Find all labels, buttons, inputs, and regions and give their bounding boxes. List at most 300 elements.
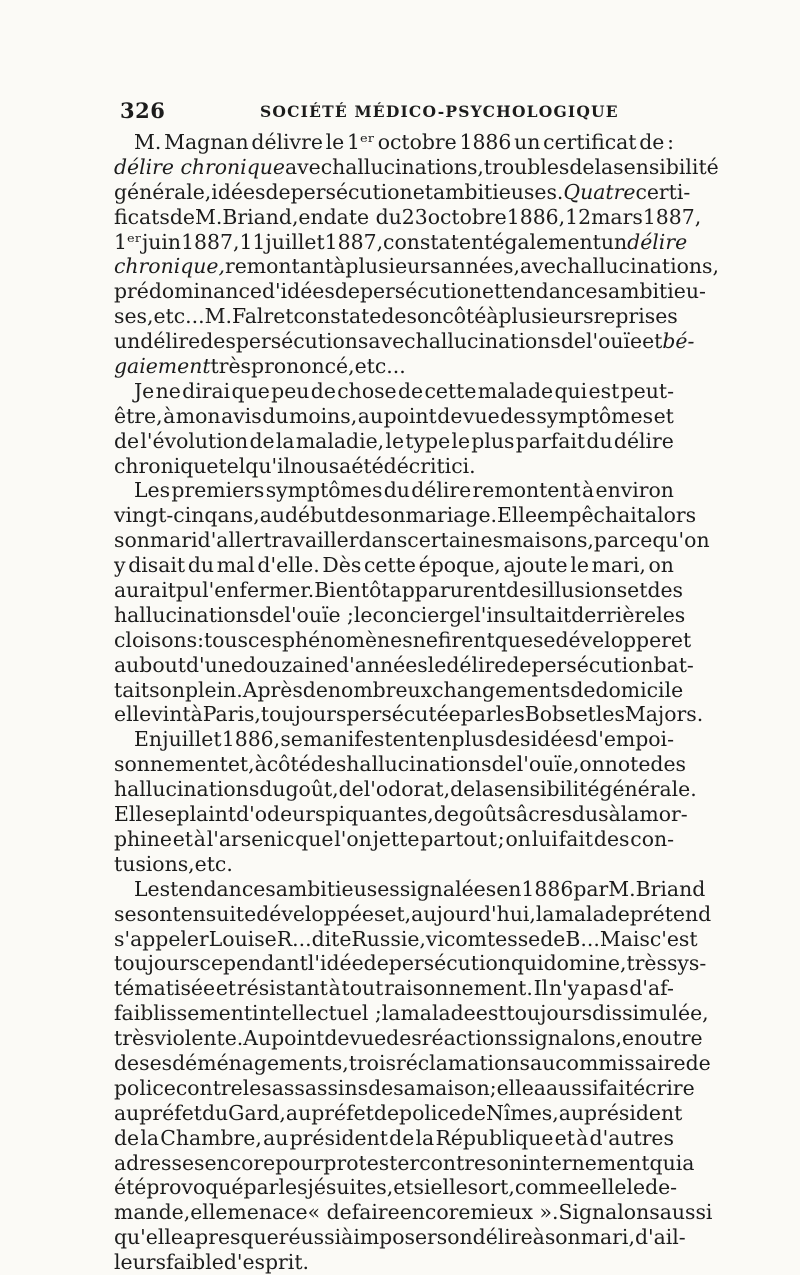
word: être, — [114, 403, 163, 428]
word: du — [383, 478, 410, 503]
word: côté — [442, 304, 487, 329]
word: mande, — [114, 1200, 191, 1225]
word: 1887, — [324, 229, 384, 254]
word: constate — [293, 304, 382, 329]
word: l'on — [334, 826, 372, 851]
word: déménagements, — [172, 1050, 349, 1075]
word: qui — [649, 1150, 683, 1175]
word: M. — [608, 876, 636, 901]
word: Louise — [208, 926, 277, 951]
word: cependant — [199, 951, 308, 976]
word: de — [302, 677, 328, 702]
word: plein. — [184, 677, 243, 702]
text-line — [114, 154, 719, 180]
word: octobre — [427, 204, 507, 229]
word: vue — [462, 403, 500, 428]
word: délire chronique — [114, 154, 285, 179]
word: environ — [595, 478, 674, 503]
word: tématisée — [114, 976, 216, 1001]
word: ajoute — [503, 553, 568, 578]
word: plus — [451, 727, 495, 752]
word: mars — [591, 204, 643, 229]
word: été — [351, 453, 384, 478]
word: de — [368, 1075, 394, 1100]
word: qu'on — [652, 528, 710, 553]
word: outre — [647, 1026, 703, 1051]
word: d'autres — [589, 1125, 674, 1150]
word: sys- — [666, 951, 707, 976]
word: internement — [521, 1150, 650, 1175]
word: on — [648, 553, 674, 578]
word: écrire — [633, 1075, 695, 1100]
text-line — [114, 304, 678, 329]
word: son — [544, 1225, 581, 1250]
word: violente. — [154, 1026, 244, 1051]
word: en — [298, 204, 324, 229]
text-line — [114, 1126, 674, 1151]
word: les — [278, 1175, 308, 1200]
word: un — [114, 329, 141, 354]
word: dus — [571, 802, 609, 827]
word: de — [114, 428, 140, 453]
word: En — [134, 727, 163, 752]
text-line — [114, 1250, 674, 1275]
word: domine, — [543, 951, 627, 976]
word: 1886 — [459, 130, 512, 154]
text-line — [114, 254, 719, 279]
word: Russie, — [351, 926, 426, 951]
word: jésuites, — [307, 1175, 394, 1200]
word: persécutée — [346, 702, 461, 727]
word: est — [475, 1001, 507, 1026]
word: dite — [311, 926, 352, 951]
text-line — [114, 578, 684, 603]
word: qui — [554, 378, 588, 403]
word: on — [579, 752, 605, 777]
text-line — [114, 1175, 678, 1200]
word: octobre — [377, 130, 457, 154]
text-line — [114, 329, 695, 354]
word: l'évolution — [140, 428, 249, 453]
word: Il — [533, 976, 549, 1001]
word: elle — [589, 1175, 627, 1200]
word: d'empoi- — [585, 727, 674, 752]
word: le — [451, 428, 471, 453]
word: certi- — [635, 179, 691, 204]
word: la — [140, 1125, 160, 1150]
text-line — [114, 1200, 713, 1225]
word: Bobs — [524, 702, 576, 727]
word: la — [620, 802, 640, 827]
word: hallucinations — [114, 602, 260, 627]
word: à — [576, 1125, 589, 1150]
text-line — [114, 926, 698, 952]
word: vue — [349, 1026, 387, 1051]
word: maison — [415, 1075, 490, 1100]
word: con- — [630, 826, 674, 851]
word: que — [231, 378, 270, 403]
word: malade — [400, 1001, 476, 1026]
word: et — [172, 826, 193, 851]
word: pu — [175, 578, 203, 603]
word: « de — [307, 1200, 352, 1225]
word: ; — [497, 826, 505, 851]
word: Signalons — [558, 1200, 660, 1225]
word: dissimulée, — [592, 1001, 709, 1026]
word: à — [333, 254, 346, 279]
word: à — [328, 976, 341, 1001]
word: délire — [627, 229, 688, 254]
word: les — [495, 702, 525, 727]
word: le — [325, 130, 345, 154]
word: imposer — [353, 1225, 437, 1250]
word: peut- — [620, 378, 674, 403]
word: travailler — [263, 528, 359, 553]
word: Gard, — [228, 1100, 286, 1125]
word: de — [310, 378, 336, 403]
word: chronique, — [114, 254, 225, 279]
word: constatent — [383, 229, 493, 254]
page-header — [114, 98, 674, 128]
word: bé- — [662, 329, 695, 354]
word: à — [532, 1225, 545, 1250]
word: délire — [140, 329, 201, 354]
word: et — [575, 702, 596, 727]
word: toujours — [506, 1001, 593, 1026]
text-line — [114, 852, 674, 877]
word: assassins — [271, 1075, 369, 1100]
word: de — [506, 652, 532, 677]
word: symptômes — [265, 478, 383, 503]
word: le — [427, 652, 447, 677]
word: contre — [419, 1150, 487, 1175]
word: décrit — [383, 453, 445, 478]
word: se — [532, 627, 556, 652]
word: Les — [134, 478, 171, 503]
word: 23 — [401, 204, 428, 229]
word: intellectuel ; — [252, 1001, 382, 1026]
text-line — [114, 802, 688, 827]
word: : — [197, 627, 204, 652]
word: générale. — [599, 777, 697, 802]
word: goût, — [285, 777, 339, 802]
word: goûts — [458, 802, 517, 827]
word: un — [600, 229, 628, 254]
word: de — [437, 403, 463, 428]
word: préfet — [311, 1100, 374, 1125]
word: juillet — [162, 727, 222, 752]
text-line — [114, 702, 704, 727]
word: tous — [203, 627, 249, 652]
word: tendances — [502, 279, 608, 304]
word: l'ouïe ; — [284, 602, 354, 627]
word: du — [262, 403, 289, 428]
word: a — [682, 1150, 695, 1175]
word: d'elle. — [257, 553, 320, 578]
word: 12 — [565, 204, 592, 229]
word: délire — [446, 652, 507, 677]
word: la — [415, 1125, 435, 1150]
word: piquantes, — [325, 802, 434, 827]
word: n'y — [548, 976, 580, 1001]
word: commissaire — [555, 1050, 686, 1075]
word: bat- — [653, 652, 694, 677]
word: a — [339, 453, 352, 478]
word: Elle — [497, 503, 538, 528]
word: prédominance — [114, 279, 262, 304]
word: Elle — [114, 802, 154, 827]
word: premiers — [171, 478, 265, 503]
word: Magnan — [164, 130, 249, 154]
word: plaint — [176, 802, 237, 827]
word: d'une — [185, 652, 243, 677]
word: des — [386, 1026, 422, 1051]
word: développer — [555, 627, 671, 652]
text-line — [114, 553, 674, 578]
word: concierge — [372, 602, 475, 627]
word: son — [486, 1150, 522, 1175]
word: toujours — [114, 951, 200, 976]
word: hallucinations, — [332, 154, 484, 179]
word: à — [163, 403, 176, 428]
word: alors — [644, 503, 697, 528]
word: police — [114, 1075, 176, 1100]
word: dans — [358, 528, 408, 553]
word: la — [381, 1001, 401, 1026]
word: malade — [477, 378, 554, 403]
word: faible — [165, 1250, 224, 1275]
word: contre — [175, 1075, 243, 1100]
word: la — [475, 777, 494, 802]
word: avec — [368, 329, 416, 354]
word: elle — [114, 702, 152, 727]
word: son — [114, 528, 150, 553]
word: sensibilité — [613, 154, 719, 179]
word: signalées — [399, 876, 497, 901]
word: son — [369, 503, 406, 528]
word: réclamations — [395, 1050, 530, 1075]
word: d'ail- — [634, 1225, 686, 1250]
word: nombreux — [327, 677, 433, 702]
word: par — [460, 702, 496, 727]
word: protester — [323, 1150, 420, 1175]
text-line — [114, 1100, 683, 1126]
word: manifestent — [303, 727, 426, 752]
text-line — [114, 652, 694, 678]
text-line — [114, 379, 674, 404]
word: du — [201, 1100, 229, 1125]
word: d'aller — [197, 528, 264, 553]
word: moins, — [289, 403, 358, 428]
word: aussi — [545, 1075, 599, 1100]
word: qu'il — [245, 453, 291, 478]
word: des — [593, 826, 630, 851]
word: du — [259, 777, 286, 802]
text-line — [114, 478, 674, 503]
text-line — [114, 1050, 711, 1076]
text-line — [114, 752, 687, 777]
word: troubles — [483, 154, 570, 179]
word: délire — [472, 1225, 533, 1250]
text-line — [114, 404, 674, 429]
word: au — [529, 1050, 556, 1075]
word: a — [579, 976, 593, 1001]
word: maladie, — [295, 428, 385, 453]
word: au — [558, 1100, 585, 1125]
word: l'ouïe, — [516, 752, 580, 777]
running-head: SOCIÉTÉ MÉDICO-PSYCHOLOGIQUE — [260, 102, 619, 121]
word: début — [284, 503, 345, 528]
word: trois — [348, 1050, 396, 1075]
word: mari, — [580, 1225, 635, 1250]
word: côté — [266, 752, 311, 777]
word: persécution — [359, 279, 483, 304]
word: la — [275, 428, 295, 453]
word: préfet — [139, 1100, 202, 1125]
word: avis — [221, 403, 262, 428]
word: de — [363, 951, 389, 976]
text-line — [114, 354, 674, 379]
word: Chambre, — [160, 1125, 262, 1150]
text-line — [114, 179, 691, 205]
word: Au — [243, 1026, 272, 1051]
word: tait — [114, 677, 150, 702]
word: qui — [510, 951, 544, 976]
word: de — [570, 677, 596, 702]
word: provoqué — [146, 1175, 244, 1200]
word: encore — [399, 1200, 471, 1225]
word: cloisons — [114, 627, 198, 652]
word: type — [405, 428, 451, 453]
word: réactions — [421, 1026, 518, 1051]
word: etc... — [153, 304, 205, 329]
word: Falret — [232, 304, 294, 329]
word: persécution — [290, 179, 413, 204]
word: gaiement — [114, 354, 211, 379]
text-line — [114, 503, 697, 528]
word: ne — [155, 378, 181, 403]
word: les — [595, 702, 625, 727]
word: se — [154, 802, 177, 827]
text-line — [114, 1150, 695, 1176]
word: et — [653, 403, 674, 428]
word: se — [280, 727, 303, 752]
word: que — [494, 627, 533, 652]
word: un — [514, 130, 541, 154]
word: l'arsenic — [206, 826, 295, 851]
word: sa — [393, 1075, 416, 1100]
word: les — [656, 602, 686, 627]
word: police — [399, 1100, 461, 1125]
word: et, — [227, 752, 255, 777]
word: en — [496, 876, 522, 901]
word: son — [149, 677, 185, 702]
word: ne — [412, 627, 438, 652]
word: R... — [276, 926, 312, 951]
word: de — [114, 1050, 140, 1075]
word: a — [533, 1075, 546, 1100]
word: vingt-cinq — [114, 503, 218, 528]
word: de — [540, 926, 566, 951]
word: au — [357, 403, 384, 428]
word: apparurent — [389, 578, 507, 603]
word: Dès — [322, 553, 362, 578]
word: mari, — [591, 553, 646, 578]
word: Briand — [635, 876, 706, 901]
word: à — [190, 702, 203, 727]
word: Après — [242, 677, 303, 702]
word: mieux ». — [470, 1200, 559, 1225]
word: chronique — [114, 453, 219, 478]
word: tusions, — [114, 851, 195, 876]
word: M. — [134, 130, 162, 154]
word: juillet — [265, 229, 325, 254]
word: derrière — [571, 602, 657, 627]
word: et — [627, 578, 648, 603]
word: au — [263, 1125, 289, 1150]
word: ficats — [114, 204, 170, 229]
word: cette — [364, 553, 416, 578]
word: 1887, — [642, 204, 702, 229]
text-line — [114, 279, 706, 304]
word: on — [505, 826, 531, 851]
word: faiblissement — [114, 1001, 253, 1026]
text-line — [114, 602, 686, 628]
word: prononcé, — [251, 354, 355, 379]
word: ans — [217, 503, 254, 528]
word: lui — [531, 826, 558, 851]
word: à — [582, 478, 595, 503]
word: sort, — [467, 1175, 515, 1200]
word: de — [381, 304, 407, 329]
word: presque — [195, 1225, 279, 1250]
word: la — [594, 154, 614, 179]
word: hallucinations — [114, 777, 260, 802]
word: douzaine — [242, 652, 337, 677]
word: aurait — [114, 578, 176, 603]
word: de — [373, 1100, 400, 1125]
word: point — [383, 403, 437, 428]
word: , — [253, 503, 260, 528]
word: de — [114, 1125, 140, 1150]
word: de — [639, 130, 665, 154]
word: : — [667, 130, 674, 154]
word: d'odeurs — [236, 802, 326, 827]
word: du — [586, 428, 613, 453]
word: de — [450, 777, 476, 802]
text-line — [114, 901, 712, 927]
word: des — [200, 329, 236, 354]
word: adresses — [114, 1150, 205, 1175]
word: c'est — [649, 926, 698, 951]
word: très — [210, 354, 252, 379]
word: 11 — [239, 229, 266, 254]
word: comme — [514, 1175, 590, 1200]
word: l'ouïe — [585, 329, 643, 354]
word: d'esprit. — [223, 1250, 309, 1275]
word: des — [500, 403, 536, 428]
word: au — [259, 503, 285, 528]
word: point — [271, 1026, 325, 1051]
word: hallucinations — [346, 752, 492, 777]
word: avec — [520, 254, 568, 279]
word: le — [353, 602, 373, 627]
word: sont — [136, 901, 181, 926]
word: firent — [437, 627, 495, 652]
word: hallucinations, — [567, 254, 719, 279]
word: délivre — [251, 130, 323, 154]
word: pas — [592, 976, 629, 1001]
